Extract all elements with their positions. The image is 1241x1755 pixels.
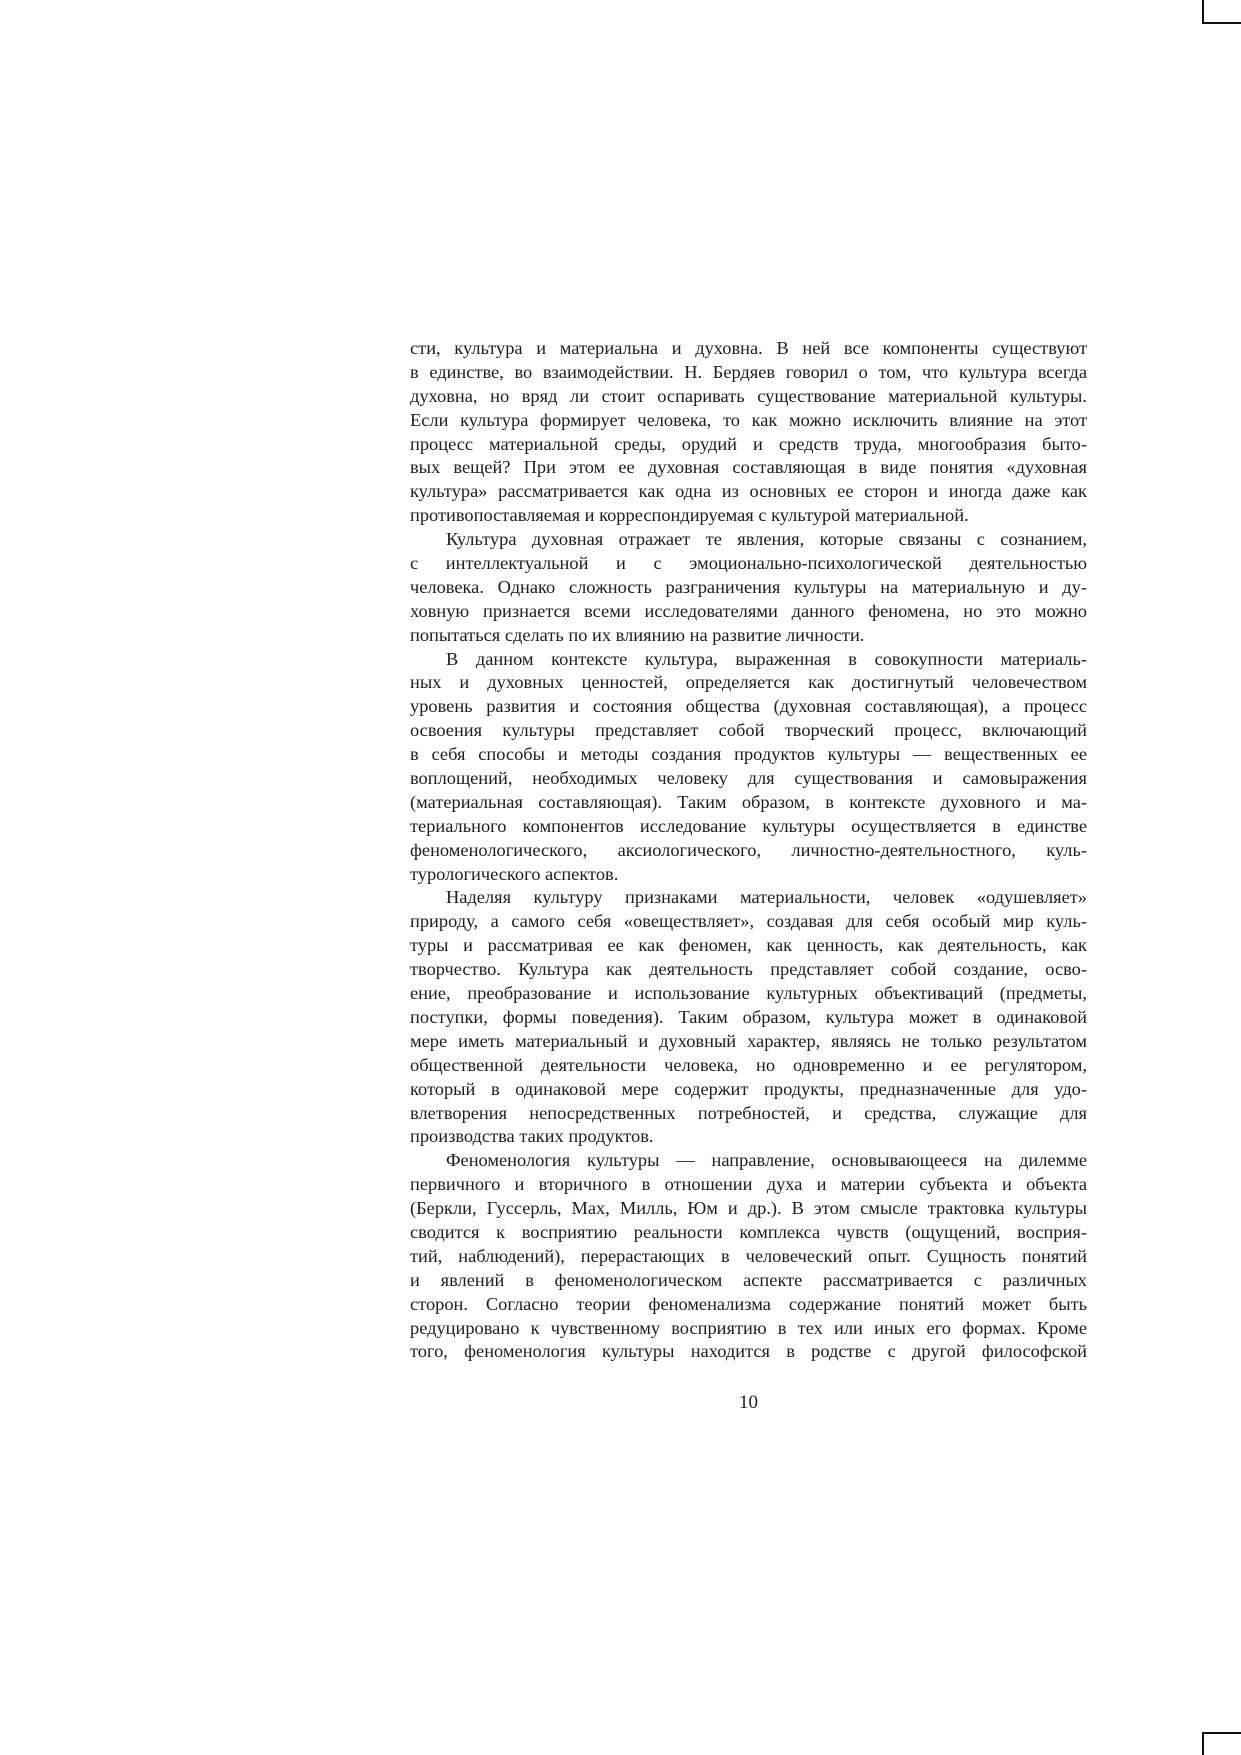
crop-mark-bottom-horizontal [1202, 1732, 1241, 1734]
text-line: сводится к восприятию реальности комплекса чувств (ощущений, восприя- [410, 1221, 1087, 1242]
text-line: влетворения непосредственных потребностей, и средства, служащие для [410, 1102, 1087, 1123]
text-line: ение, преобразование и использование культурных объективаций (предметы, [410, 983, 1087, 1004]
text-line: с интеллектуальной и с эмоционально-психологической деятельностью [410, 553, 1087, 574]
text-line: попытаться сделать по их влиянию на развитие личности. [410, 624, 865, 645]
text-line: духовна, но вряд ли стоит оспаривать существование материальной культуры. [410, 385, 1087, 406]
crop-mark-top-vertical [1202, 0, 1204, 22]
text-line: мере иметь материальный и духовный характер, являясь не только результатом [410, 1030, 1087, 1051]
text-line: который в одинаковой мере содержит продукты, предназначенные для удо- [410, 1078, 1087, 1099]
text-line: того, феноменология культуры находится в родстве с другой философской [410, 1341, 1087, 1362]
text-line: поступки, формы поведения). Таким образом, культура может в одинаковой [410, 1006, 1087, 1027]
text-line: Наделяя культуру признаками материальности, человек «одушевляет» [446, 887, 1087, 908]
text-line: производства таких продуктов. [410, 1126, 654, 1147]
text-line: В данном контексте культура, выраженная в совокупности материаль- [446, 648, 1087, 669]
text-line: тий, наблюдений), перерастающих в человеческий опыт. Сущность понятий [410, 1245, 1087, 1266]
text-line: турологического аспектов. [410, 863, 619, 884]
text-line: человека. Однако сложность разграничения культуры на материальную и ду- [410, 576, 1087, 597]
text-line: уровень развития и состояния общества (духовная составляющая), а процесс [410, 696, 1087, 717]
text-line: вых вещей? При этом ее духовная составляющая в виде понятия «духовная [410, 457, 1087, 478]
text-line: в единстве, во взаимодействии. Н. Бердяев говорил о том, что культура всегда [410, 361, 1087, 382]
text-line: Культура духовная отражает те явления, которые связаны с сознанием, [446, 529, 1087, 550]
text-line: ных и духовных ценностей, определяется как достигнутый человечеством [410, 672, 1087, 693]
page-number: 10 [739, 1392, 758, 1413]
crop-mark-bottom-vertical [1202, 1732, 1204, 1755]
text-line: общественной деятельности человека, но одновременно и ее регулятором, [410, 1054, 1087, 1075]
text-line: противопоставляемая и корреспондируемая с культурой материальной. [410, 505, 969, 526]
text-line: сторон. Согласно теории феноменализма содержание понятий может быть [410, 1293, 1087, 1314]
text-line: творчество. Культура как деятельность представляет собой создание, осво- [410, 959, 1087, 980]
text-line: редуцировано к чувственному восприятию в тех или иных его формах. Кроме [410, 1317, 1087, 1338]
text-line: сти, культура и материальна и духовна. В ней все компоненты существуют [410, 338, 1087, 358]
text-line: Если культура формирует человека, то как можно исключить влияние на этот [410, 409, 1087, 430]
text-line: териального компонентов исследование культуры осуществляется в единстве [410, 815, 1087, 836]
text-line: Феноменология культуры — направление, основывающееся на дилемме [446, 1150, 1087, 1171]
text-line: в себя способы и методы создания продуктов культуры — вещественных ее [410, 744, 1087, 765]
text-line: культура» рассматривается как одна из основных ее сторон и иногда даже как [410, 481, 1087, 502]
text-line: освоения культуры представляет собой творческий процесс, включающий [410, 720, 1087, 741]
body-text [410, 337, 1087, 1364]
text-line: и явлений в феноменологическом аспекте рассматривается с различных [410, 1269, 1087, 1290]
text-line: воплощений, необходимых человеку для существования и самовыражения [410, 768, 1087, 789]
text-line: феноменологического, аксиологического, личностно-деятельностного, куль- [410, 839, 1087, 860]
text-line: (Беркли, Гуссерль, Мах, Милль, Юм и др.). В этом смысле трактовка культуры [410, 1198, 1087, 1219]
text-line: первичного и вторичного в отношении духа и материи субъекта и объекта [410, 1174, 1087, 1195]
text-line: природу, а самого себя «овеществляет», создавая для себя особый мир куль- [410, 911, 1087, 932]
crop-mark-top-horizontal [1202, 22, 1241, 24]
text-line: процесс материальной среды, орудий и средств труда, многообразия быто- [410, 433, 1087, 454]
text-line: туры и рассматривая ее как феномен, как ценность, как деятельность, как [410, 935, 1087, 956]
text-line: ховную признается всеми исследователями данного феномена, но это можно [410, 600, 1087, 621]
text-line: (материальная составляющая). Таким образом, в контексте духовного и ма- [410, 791, 1087, 812]
